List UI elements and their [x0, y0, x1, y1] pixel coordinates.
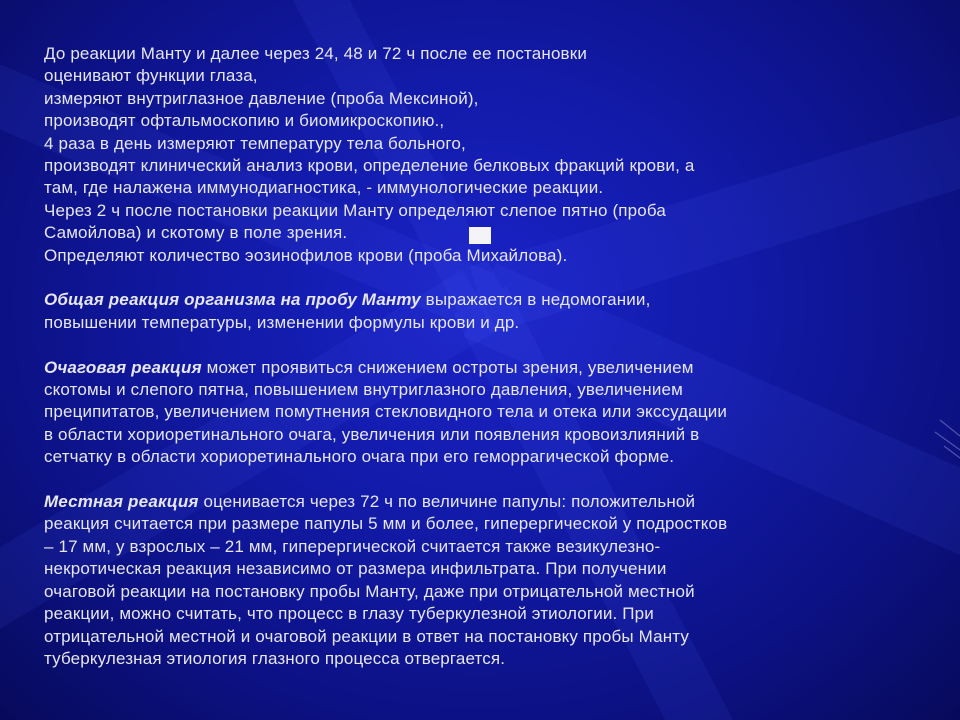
intro-line: Через 2 ч после постановки реакции Манту определяют слепое пятно (проба — [44, 200, 666, 220]
local-reaction-line: отрицательной местной и очаговой реакции в ответ на постановку пробы Манту — [44, 626, 690, 646]
intro-line: производят клинический анализ крови, определение белковых фракций крови, а — [44, 156, 695, 176]
local-reaction-line: очаговой реакции на постановку пробы Манту, даже при отрицательной местной — [44, 581, 695, 601]
slide-text — [44, 43, 924, 670]
local-reaction-text: оценивается через 72 ч по величине папулы: положительной — [198, 492, 696, 512]
local-reaction-line: реакции, можно считать, что процесс в глазу туберкулезной этиологии. При — [44, 604, 654, 624]
general-reaction-line — [44, 289, 924, 311]
paragraph-gap — [44, 267, 924, 289]
intro-line: До реакции Манту и далее через 24, 48 и 72 ч после ее постановки — [44, 44, 587, 63]
intro-line: производят офтальмоскопию и биомикроскопию., — [44, 111, 445, 131]
general-reaction-line: повышении температуры, изменении формулы крови и др. — [44, 312, 520, 332]
local-reaction-line: некротическая реакция независимо от размера инфильтрата. При получении — [44, 559, 667, 579]
intro-line: там, где налажена иммунодиагностика, - иммунологические реакции. — [44, 178, 604, 198]
focal-reaction-term: Очаговая реакция — [44, 357, 202, 377]
local-reaction-line: реакция считается при размере папулы 5 мм и более, гиперергической у подростков — [44, 514, 728, 534]
general-reaction-term: Общая реакция организма на пробу Манту — [44, 290, 421, 310]
intro-line: измеряют внутриглазное давление (проба Мексиной), — [44, 88, 479, 108]
focal-reaction-text: может проявиться снижением остроты зрения, увеличением — [201, 357, 694, 377]
general-reaction-text: выражается в недомогании, — [420, 290, 651, 310]
intro-line: оценивают функции глаза, — [44, 66, 258, 86]
local-reaction-term: Местная реакция — [44, 492, 199, 512]
local-reaction-line: туберкулезная этиология глазного процесса отвергается. — [44, 648, 506, 668]
focal-reaction-line: сетчатку в области хориоретинального очага при его геморрагической форме. — [44, 447, 675, 467]
focal-reaction-line: в области хориоретинального очага, увеличения или появления кровоизлияний в — [44, 424, 700, 444]
focal-reaction-line: скотомы и слепого пятна, повышением внутриглазного давления, увеличением — [44, 380, 683, 400]
focal-reaction-line — [44, 357, 924, 379]
paragraph-gap — [44, 334, 924, 356]
paragraph-gap — [44, 469, 924, 491]
focal-reaction-line: преципитатов, увеличением помутнения стекловидного тела и отека или экссудации — [44, 402, 728, 422]
intro-line: Самойлова) и скотому в поле зрения. — [44, 223, 348, 243]
local-reaction-line: – 17 мм, у взрослых – 21 мм, гиперергической считается также везикулезно- — [44, 536, 661, 556]
intro-line: 4 раза в день измеряют температуру тела больного, — [44, 133, 466, 153]
intro-line: Определяют количество эозинофилов крови (проба Михайлова). — [44, 245, 568, 265]
local-reaction-line — [44, 491, 924, 513]
